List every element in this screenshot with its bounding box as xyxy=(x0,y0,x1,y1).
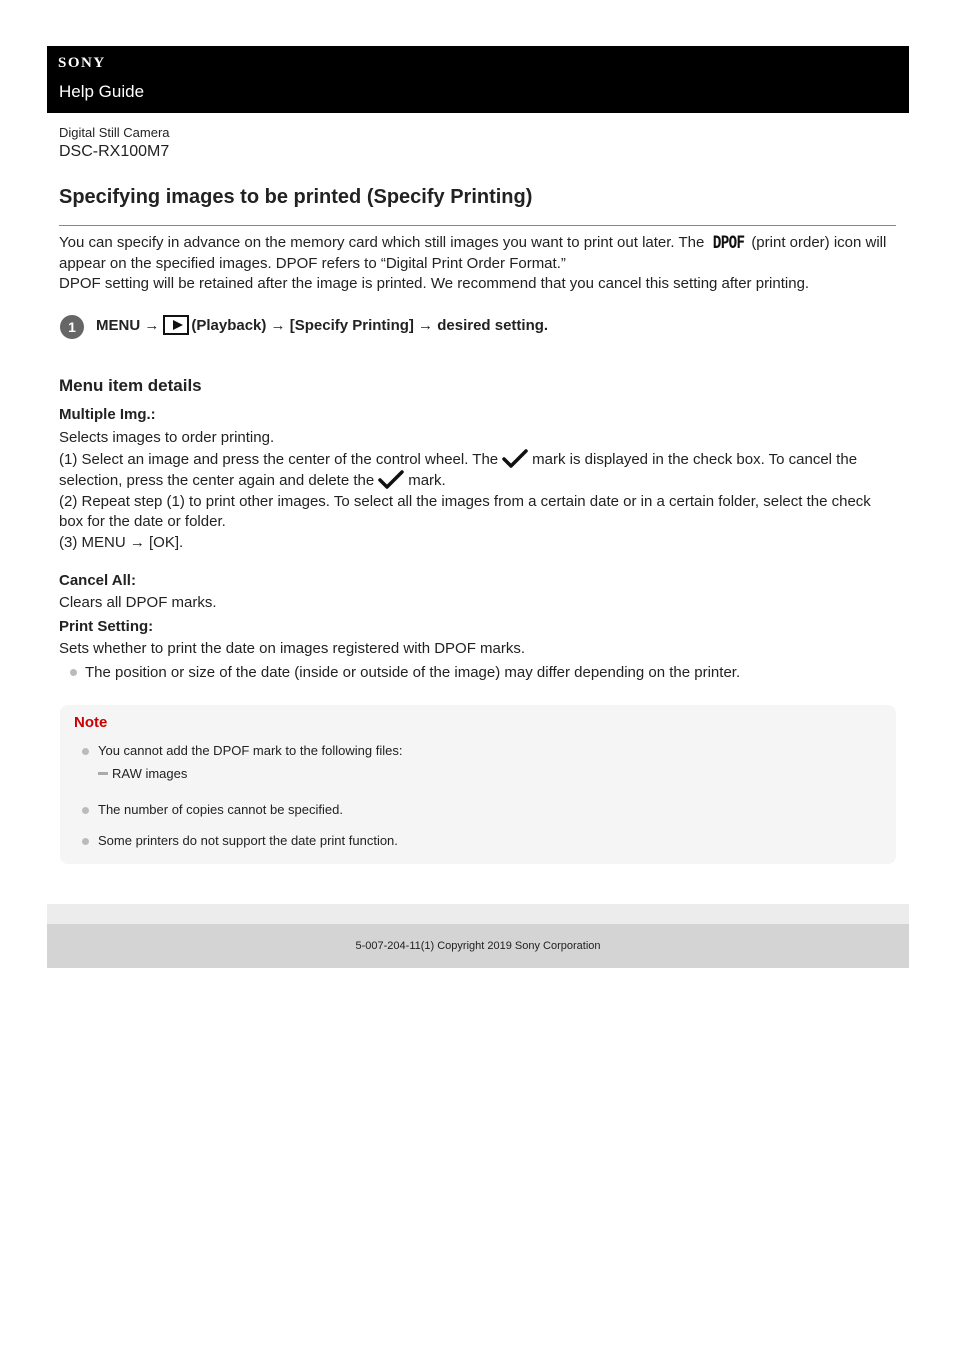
bullet-icon xyxy=(82,838,89,845)
page-title: Specifying images to be printed (Specify Printing) xyxy=(59,186,533,208)
note-sub-item-text: RAW images xyxy=(112,766,188,781)
step-text-menu: MENU → xyxy=(96,317,160,334)
step-1 xyxy=(60,313,900,339)
product-model: DSC-RX100M7 xyxy=(59,143,170,160)
product-type: Digital Still Camera xyxy=(59,125,170,140)
cancel-all-description: Clears all DPOF marks. xyxy=(59,594,217,611)
playback-icon xyxy=(163,315,189,335)
intro-text-1: You can specify in advance on the memory card which still images you want to print out later. The xyxy=(59,234,705,251)
menu-details-heading: Menu item details xyxy=(59,376,202,395)
intro-text-2: (print order) icon will appear on the specified images. DPOF refers to “Digital Print Order Format.” xyxy=(59,234,887,272)
footer xyxy=(47,924,909,968)
note-item xyxy=(82,802,343,817)
help-guide-title: Help Guide xyxy=(59,82,145,101)
note-label: Note xyxy=(74,714,108,731)
bullet-icon xyxy=(82,748,89,755)
sony-logo: SONY xyxy=(58,55,106,71)
note-item-text: You cannot add the DPOF mark to the following files: xyxy=(98,743,403,758)
note-item xyxy=(82,833,398,848)
intro-paragraph xyxy=(59,233,899,295)
print-setting-description: Sets whether to print the date on images registered with DPOF marks. xyxy=(59,640,526,657)
multiple-img-description xyxy=(59,428,899,553)
print-setting-bullet-text: The position or size of the date (inside or outside of the image) may differ depending on the printer. xyxy=(85,664,741,681)
note-item-text: The number of copies cannot be specified. xyxy=(98,802,343,817)
note-box xyxy=(60,705,896,864)
step-text-rest: (Playback) → [Specify Printing] → desired setting. xyxy=(191,317,549,334)
checkmark-icon xyxy=(378,470,404,490)
dpof-icon: DPOF xyxy=(713,233,745,253)
step-number-badge: 1 xyxy=(60,315,84,339)
multiple-line-3: (2) Repeat step (1) to print other images. To select all the images from a certain date or in a certain folder, select the check box for the date or folder. xyxy=(59,492,871,530)
note-item xyxy=(82,743,402,758)
multiple-line-1: Selects images to order printing. xyxy=(59,429,275,446)
multiple-line-4: (3) MENU → [OK]. xyxy=(59,533,184,551)
print-setting-title: Print Setting: xyxy=(59,618,154,635)
multiple-line-2b: mark is displayed in the check box. To cancel the selection, press the center again and delete the xyxy=(59,450,858,489)
multiple-line-2a: (1) Select an image and press the center of the control wheel. The xyxy=(59,450,499,468)
print-setting-bullet xyxy=(70,664,740,681)
multiple-line-2c: mark. xyxy=(408,472,446,489)
note-item-text: Some printers do not support the date print function. xyxy=(98,833,398,848)
cancel-all-title: Cancel All: xyxy=(59,572,136,589)
footer-top-band xyxy=(47,904,909,924)
title-divider xyxy=(59,225,896,226)
dash-icon xyxy=(98,772,108,775)
header-bar xyxy=(47,46,909,113)
copyright-text: 5-007-204-11(1) Copyright 2019 Sony Corporation xyxy=(355,940,601,952)
checkmark-icon xyxy=(502,449,528,469)
bullet-icon xyxy=(82,807,89,814)
note-sub-item xyxy=(98,766,187,781)
step-instruction xyxy=(96,315,548,336)
bullet-icon xyxy=(70,669,77,676)
intro-text-3: DPOF setting will be retained after the image is printed. We recommend that you cancel this setting after printing. xyxy=(59,275,810,292)
multiple-img-title: Multiple Img.: xyxy=(59,406,156,423)
